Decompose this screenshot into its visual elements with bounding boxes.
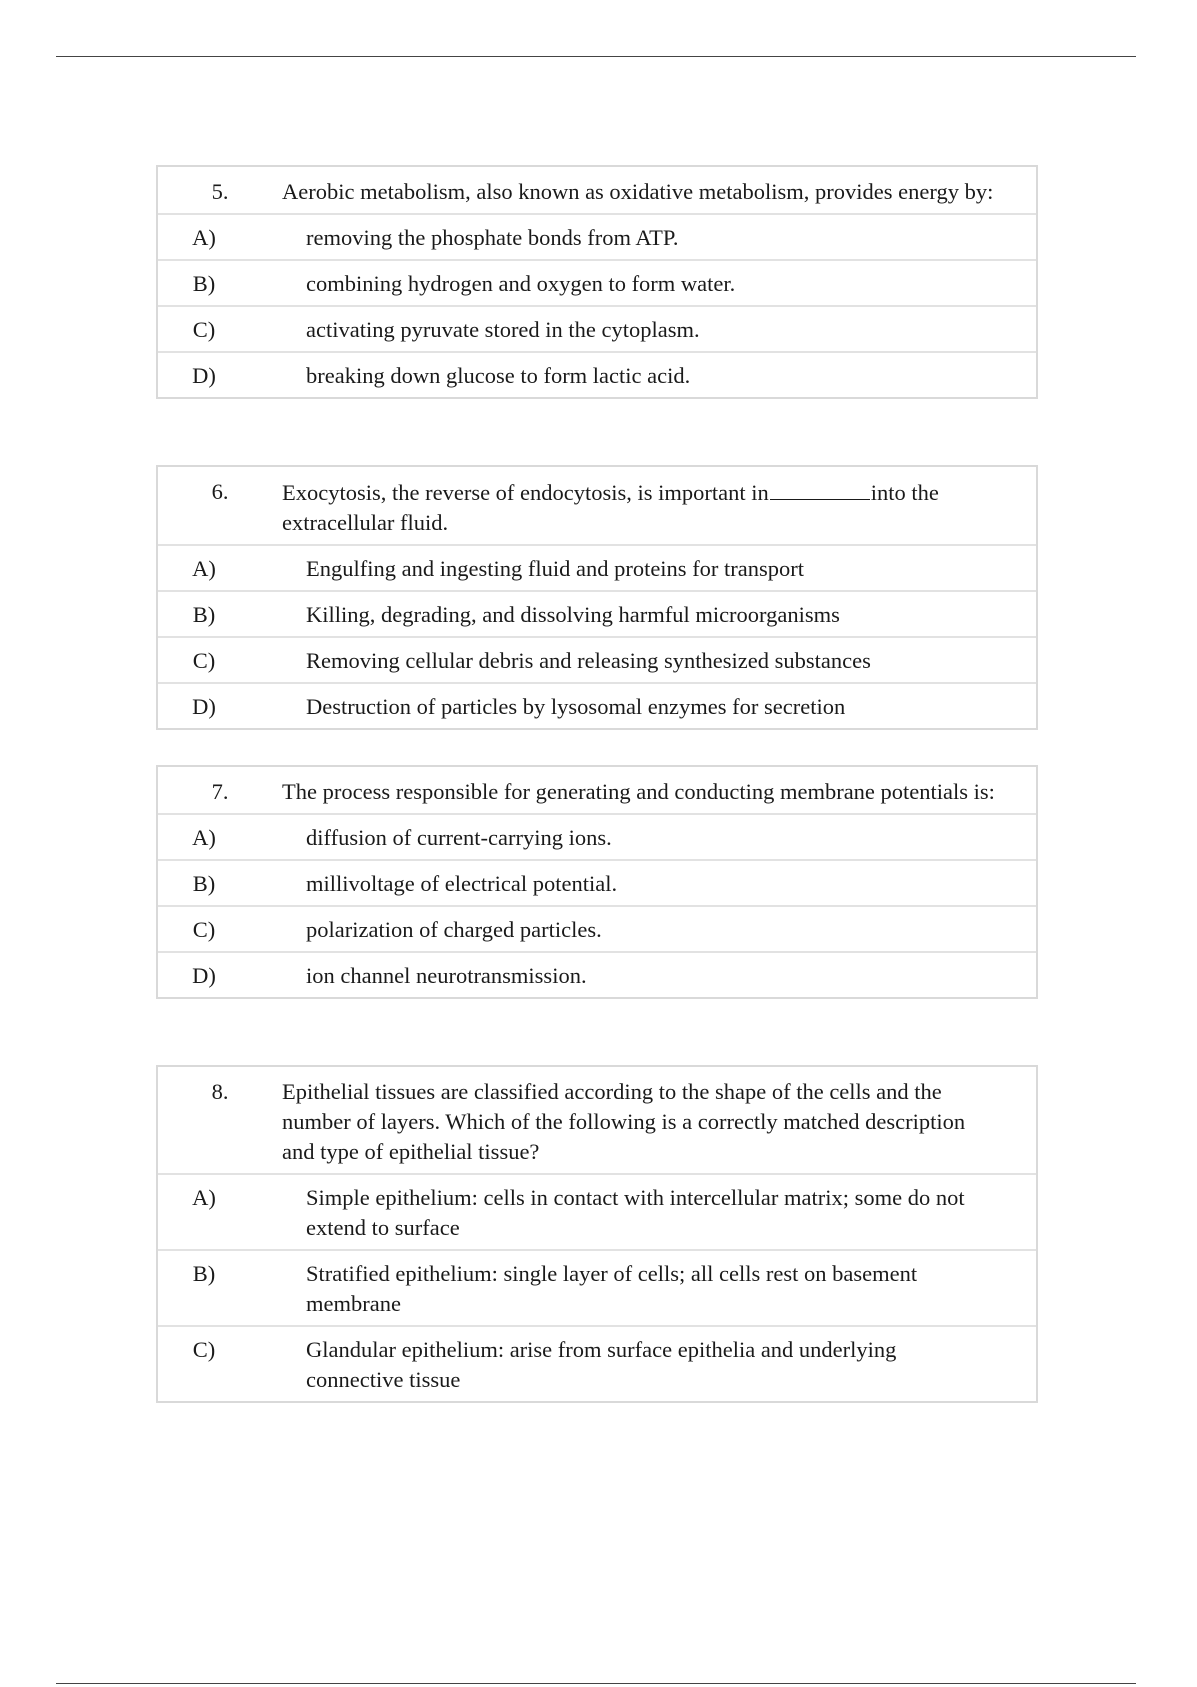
option-text: polarization of charged particles. — [306, 917, 602, 942]
question-6 — [156, 465, 1038, 730]
question-stem-row — [158, 167, 1036, 215]
header-rule — [56, 56, 1136, 57]
option-letter: B) — [192, 871, 216, 896]
question-number: 5. — [211, 179, 229, 204]
option-text: Engulfing and ingesting fluid and proteins for transport — [306, 556, 805, 581]
option-text: Killing, degrading, and dissolving harmful microorganisms — [306, 602, 840, 627]
question-number: 6. — [211, 479, 229, 504]
stem-text-after-blank: into the extracellular fluid. — [282, 480, 939, 535]
option-letter: A) — [192, 556, 216, 581]
stem-text-before-blank: Exocytosis, the reverse of endocytosis, is important in — [282, 480, 769, 505]
option-text: Stratified epithelium: single layer of cells; all cells rest on basement membrane — [306, 1261, 918, 1316]
option-row[interactable] — [158, 261, 1036, 307]
option-row[interactable] — [158, 546, 1036, 592]
option-letter: C) — [192, 917, 216, 942]
question-8 — [156, 1065, 1038, 1403]
question-stem: Epithelial tissues are classified according to the shape of the cells and the number of layers. Which of the following is a correctly matched description and type of epithelial tissue? — [282, 1079, 966, 1164]
question-stem — [282, 477, 1036, 538]
option-row[interactable] — [158, 1251, 1036, 1327]
option-text: Destruction of particles by lysosomal enzymes for secretion — [306, 694, 846, 719]
option-letter: C) — [192, 648, 216, 673]
option-row[interactable] — [158, 353, 1036, 397]
question-stem-row — [158, 1067, 1036, 1175]
option-letter: A) — [192, 225, 216, 250]
option-row[interactable] — [158, 953, 1036, 997]
option-letter: A) — [192, 825, 216, 850]
option-letter: A) — [192, 1185, 216, 1210]
question-stem: The process responsible for generating and conducting membrane potentials is: — [282, 779, 995, 804]
option-row[interactable] — [158, 307, 1036, 353]
option-letter: B) — [192, 1261, 216, 1286]
option-letter: B) — [192, 602, 216, 627]
option-text: activating pyruvate stored in the cytoplasm. — [306, 317, 700, 342]
option-row[interactable] — [158, 861, 1036, 907]
option-row[interactable] — [158, 638, 1036, 684]
fill-in-blank — [770, 477, 870, 500]
option-row[interactable] — [158, 215, 1036, 261]
footer-rule — [56, 1683, 1136, 1684]
question-stem-row — [158, 767, 1036, 815]
option-row[interactable] — [158, 1327, 1036, 1401]
option-text: removing the phosphate bonds from ATP. — [306, 225, 679, 250]
option-text: diffusion of current-carrying ions. — [306, 825, 612, 850]
option-row[interactable] — [158, 684, 1036, 728]
option-letter: D) — [192, 694, 216, 719]
question-stem-row — [158, 467, 1036, 546]
option-text: combining hydrogen and oxygen to form water. — [306, 271, 736, 296]
question-number: 7. — [211, 779, 229, 804]
question-stem: Aerobic metabolism, also known as oxidative metabolism, provides energy by: — [282, 179, 994, 204]
option-text: Simple epithelium: cells in contact with intercellular matrix; some do not extend to surface — [306, 1185, 965, 1240]
option-letter: B) — [192, 271, 216, 296]
option-row[interactable] — [158, 815, 1036, 861]
question-7 — [156, 765, 1038, 999]
option-letter: C) — [192, 1337, 216, 1362]
option-text: Glandular epithelium: arise from surface epithelia and underlying connective tissue — [306, 1337, 897, 1392]
option-row[interactable] — [158, 592, 1036, 638]
option-letter: D) — [192, 963, 216, 988]
option-text: ion channel neurotransmission. — [306, 963, 587, 988]
question-5 — [156, 165, 1038, 399]
question-number: 8. — [211, 1079, 229, 1104]
option-letter: D) — [192, 363, 216, 388]
option-row[interactable] — [158, 1175, 1036, 1251]
option-text: millivoltage of electrical potential. — [306, 871, 618, 896]
option-text: Removing cellular debris and releasing synthesized substances — [306, 648, 871, 673]
option-row[interactable] — [158, 907, 1036, 953]
option-text: breaking down glucose to form lactic acid. — [306, 363, 691, 388]
option-letter: C) — [192, 317, 216, 342]
